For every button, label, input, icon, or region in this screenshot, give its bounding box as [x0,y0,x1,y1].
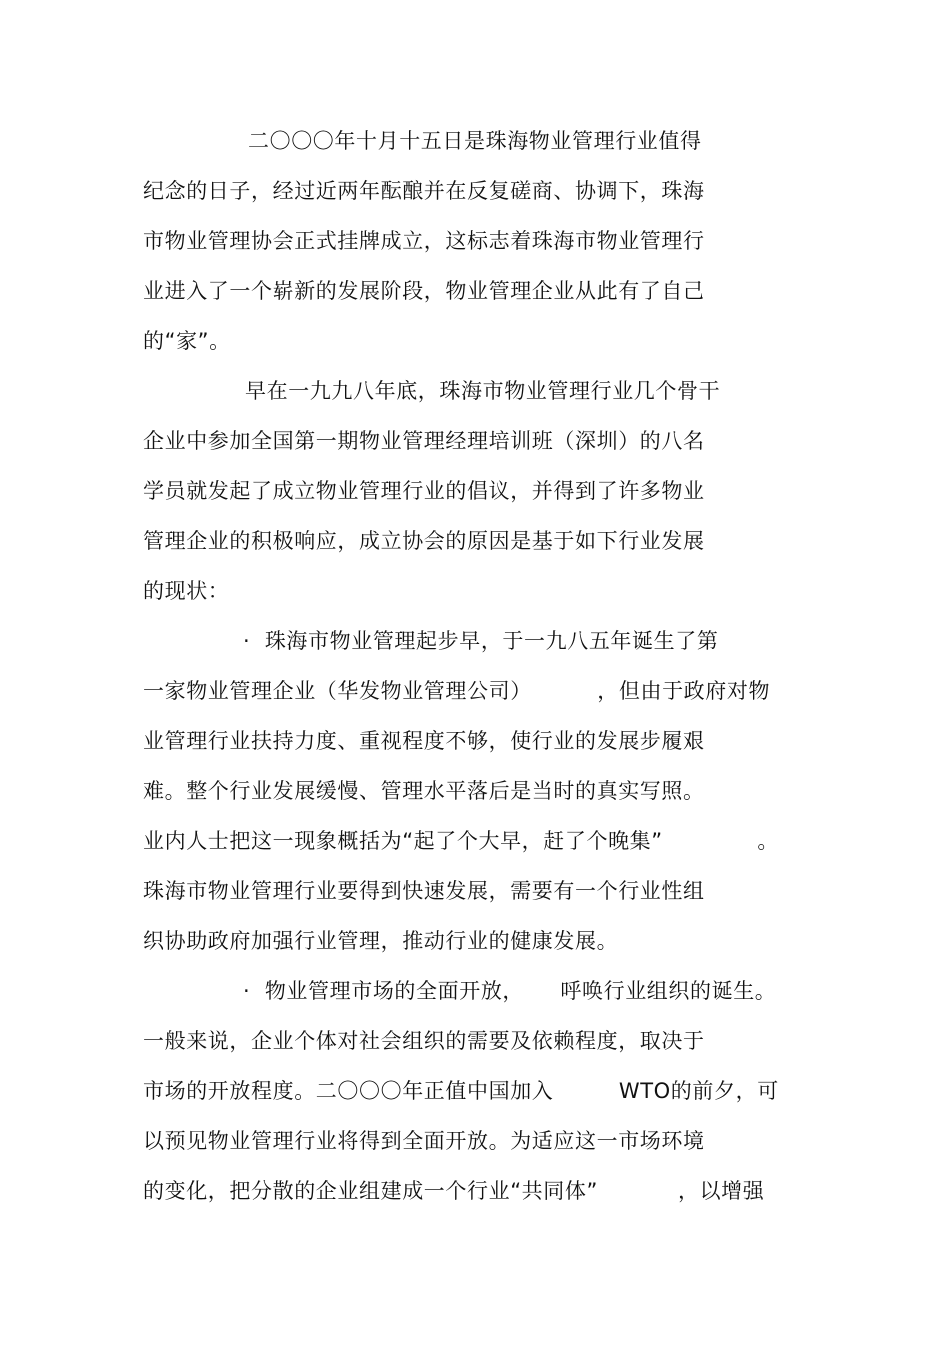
paragraph-line: 珠海市物业管理行业要得到快速发展，需要有一个行业性组 [143,879,705,903]
paragraph-line: 市场的开放程度。二〇〇〇年正值中国加入 WTO的前夕，可 [143,1079,779,1103]
paragraph-line: 管理企业的积极响应，成立协会的原因是基于如下行业发展 [143,529,705,553]
paragraph-line: 二〇〇〇年十月十五日是珠海物业管理行业值得 [248,129,702,153]
paragraph-line: 业管理行业扶持力度、重视程度不够，使行业的发展步履艰 [143,729,705,753]
paragraph-line: 业内人士把这一现象概括为“起了个大早，赶了个晚集” 。 [143,829,779,853]
paragraph-line: 的变化，把分散的企业组建成一个行业“共同体” ，以增强 [143,1179,765,1203]
paragraph-line: 企业中参加全国第一期物业管理经理培训班（深圳）的八名 [143,429,705,453]
paragraph-line: 的“家”。 [143,329,231,353]
paragraph-line: 的现状： [143,579,230,603]
bullet-line: · 物业管理市场的全面开放， 呼唤行业组织的诞生。 [243,979,777,1003]
paragraph-line: 以预见物业管理行业将得到全面开放。为适应这一市场环境 [143,1129,705,1153]
paragraph-line: 织协助政府加强行业管理，推动行业的健康发展。 [143,929,619,953]
paragraph-line: 一家物业管理企业（华发物业管理公司） ，但由于政府对物 [143,679,771,703]
paragraph-line: 难。整个行业发展缓慢、管理水平落后是当时的真实写照。 [143,779,705,803]
paragraph-line: 纪念的日子，经过近两年酝酿并在反复磋商、协调下，珠海 [143,179,705,203]
bullet-line: · 珠海市物业管理起步早，于一九八五年诞生了第 [243,629,719,653]
paragraph-line: 业进入了一个崭新的发展阶段，物业管理企业从此有了自己 [143,279,705,303]
paragraph-line: 早在一九九八年底，珠海市物业管理行业几个骨干 [245,379,721,403]
paragraph-line: 学员就发起了成立物业管理行业的倡议，并得到了许多物业 [143,479,705,503]
paragraph-line: 市物业管理协会正式挂牌成立，这标志着珠海市物业管理行 [143,229,705,253]
paragraph-line: 一般来说，企业个体对社会组织的需要及依赖程度，取决于 [143,1029,705,1053]
